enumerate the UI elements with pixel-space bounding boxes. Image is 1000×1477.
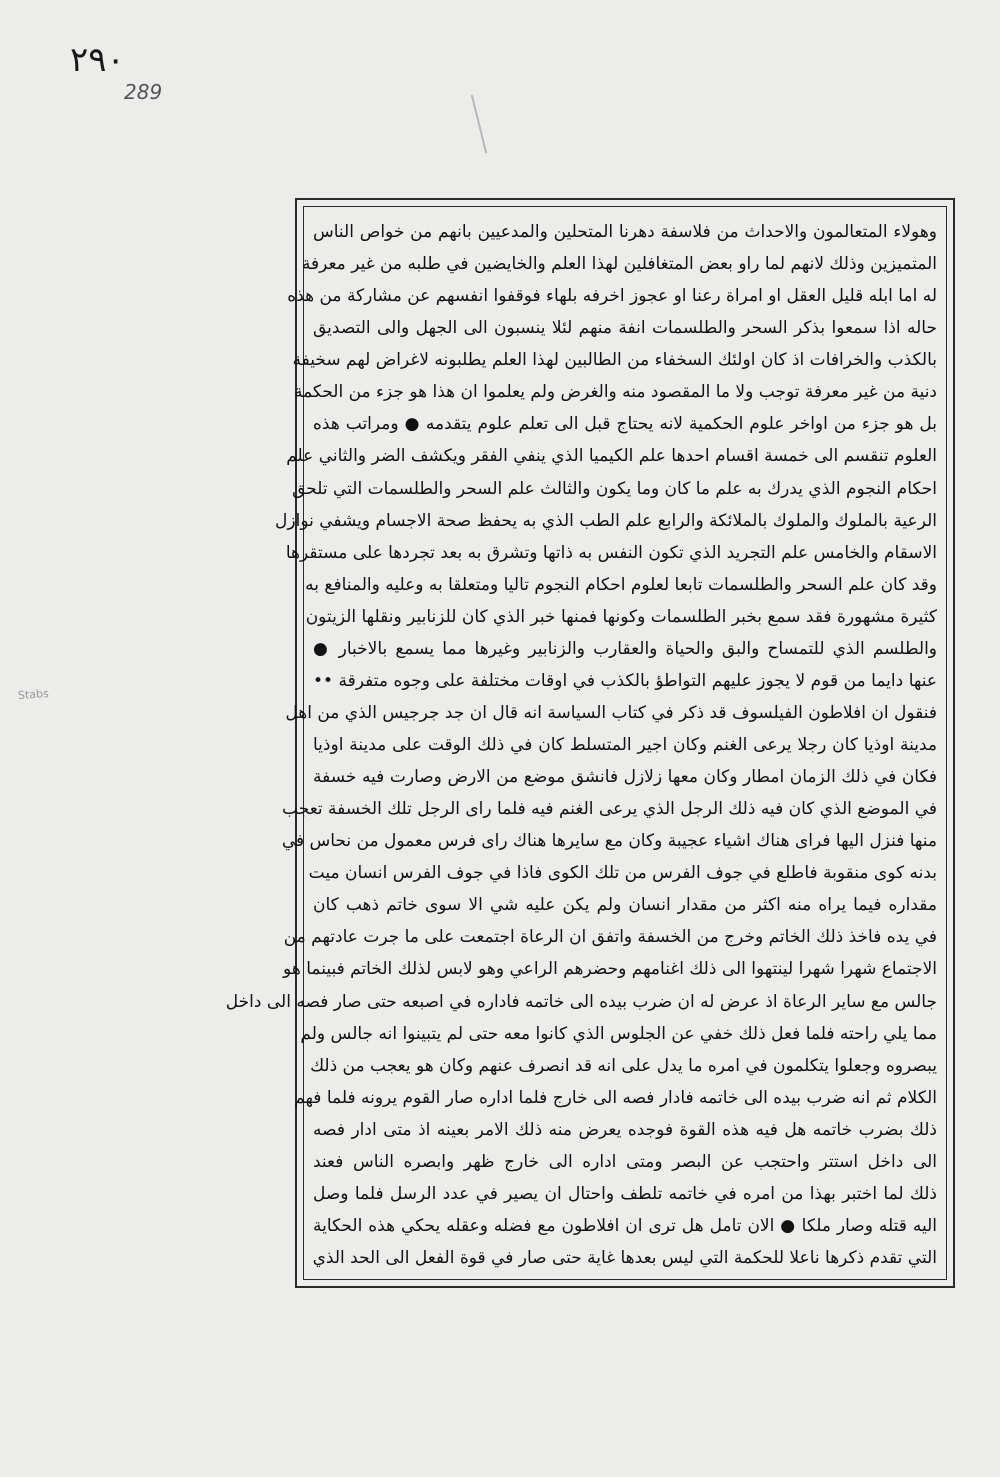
text-line: في الموضع الذي كان فيه ذلك الرجل الذي يرعى الغنم فيه فلما راى الرجل تلك الخسفة تعجب — [282, 799, 937, 820]
text-line: ذلك لما اختبر بهذا من امره في خاتمه تلطف واحتال ان يصير في عدد الرسل فلما وصل — [313, 1183, 937, 1204]
text-line: المتميزين وذلك لانهم لما راو بعض المتغافلين لهذا العلم والخايضين في طلبه من غير معرفة — [301, 254, 937, 275]
text-line: الرعية بالملوك والملوك بالملائكة والرابع علم الطب الذي به يحفظ صحة الاجسام ويشفي نوازل — [275, 510, 937, 531]
text-line: وهولاء المتعالمون والاحداث من فلاسفة دهرنا المتحلين والمدعيين بانهم من خواص الناس — [313, 222, 937, 242]
text-line: والطلسم الذي للتمساح والبق والحياة والعقارب والزنابير وغيرها مما يسمع بالاخبار ● — [313, 638, 937, 659]
pencil-mark — [471, 95, 487, 154]
text-line: مقداره فيما يراه منه اكثر من مقدار انسان ولم يكن عليه شي الا سوى خاتم ذهب كان — [313, 895, 937, 916]
text-line: فنقول ان افلاطون الفيلسوف قد ذكر في كتاب السياسة انه قال ان جد جرجيس الذي من اهل — [285, 702, 937, 723]
text-line: جالس مع ساير الرعاة اذ عرض له ان ضرب بيده الى خاتمه فاداره في اصبعه حتى صار فصه الى داخل — [225, 991, 937, 1012]
text-line: اليه قتله وصار ملكا ● الان تامل هل ترى ان افلاطون مع فضله وعقله يحكي هذه الحكاية — [313, 1215, 937, 1236]
pencil-page-number: 289 — [124, 80, 163, 104]
text-line: فكان في ذلك الزمان امطار وكان معها زلازل فانشق موضع من الارض وصارت فيه خسفة — [313, 767, 937, 788]
text-line: وقد كان علم السحر والطلسمات تابعا لعلوم احكام النجوم تاليا ومتعلقا به وعليه والمنافع به — [305, 574, 937, 595]
text-line: العلوم تنقسم الى خمسة اقسام احدها علم الكيميا الذي ينفي الفقر ويكشف الضر والثاني علم — [286, 446, 937, 467]
text-line: احكام النجوم الذي يدرك به علم ما كان وما يكون والثالث علم السحر والطلسمات التي تلحق — [292, 478, 937, 499]
text-line: الاسقام والخامس علم التجريد الذي تكون النفس به ذاتها وتشرق به بعد تجردها على مستقرها — [285, 542, 937, 563]
text-line: يبصروه وجعلوا يتكلمون في امره ما يدل على انه قد انصرف عنهم وكان هو يعجب من ذلك — [310, 1055, 937, 1076]
text-line: حاله اذا سمعوا بذكر السحر والطلسمات انفة منهم لئلا ينسبون الى الجهل والى التصديق — [313, 318, 937, 339]
text-line: بل هو جزء من اواخر علوم الحكمية لانه يحتاج قبل الى تعلم علوم يتقدمه ● ومراتب هذه — [313, 414, 937, 435]
text-line: دنية من غير معرفة توجب ولا ما المقصود منه والغرض ولم يعلموا ان هذا هو جزء من الحكمة — [293, 382, 937, 403]
text-line: في يده فاخذ ذلك الخاتم وخرج من الخسفة واتفق ان الرعاة اجتمعت على ما جرت عادتهم من — [283, 927, 937, 948]
text-line: الكلام ثم انه ضرب بيده الى خاتمه فادار فصه الى خارج فلما اداره صار القوم يرونه فلما فهم — [294, 1087, 937, 1108]
text-line: له اما ابله قليل العقل او امراة رعنا او عجوز اخرفه بلهاء فوقفوا انفسهم عن مشاركة من هذه — [287, 286, 937, 307]
text-line: كثيرة مشهورة فقد سمع بخبر الطلسمات وكونها فمنها خبر الذي كان للزنابير ونقلها الزيتون — [305, 606, 937, 627]
text-line: الاجتماع شهرا شهرا لينتهوا الى ذلك اغنامهم وحضرهم الراعي وهو لابس لذلك الخاتم فبينما هو — [283, 959, 937, 980]
text-line: عنها دايما من قوم لا يجوز عليهم التواطؤ بالكذب في اوقات مختلفة على وجوه متفرقة •• — [313, 670, 937, 691]
text-line: منها فنزل اليها فراى هناك اشياء عجيبة وكان مع سايرها هناك راى فرس معمول من نحاس في — [281, 831, 937, 852]
text-line: الى داخل استتر واحتجب عن البصر ومتى اداره الى خارج ظهر وابصره الناس فعند — [313, 1151, 937, 1172]
manuscript-text-block — [225, 212, 943, 1276]
text-line: ذلك بضرب خاتمه هل فيه هذه القوة فوجده يعرض منه ذلك الامر بعينه اذ متى ادار فصه — [313, 1119, 937, 1140]
folio-number: ٢٩٠ — [70, 40, 125, 80]
margin-note: Stabs — [17, 686, 50, 703]
text-line: مما يلي راحته فلما فعل ذلك خفي عن الجلوس الذي كانوا معه حتى لم يتبينوا انه جالس ولم — [300, 1023, 937, 1044]
text-line: مدينة اوذيا كان رجلا يرعى الغنم وكان اجير المتسلط كان في ذلك الوقت على مدينة اوذيا — [313, 735, 937, 755]
text-line: بدنه كوى منقوبة فاطلع في جوف الفرس من تلك الكوى فاذا في جوف الفرس انسان ميت — [308, 863, 937, 884]
text-line: التي تقدم ذكرها ناعلا للحكمة التي ليس بعدها غاية حتى صار في قوة الفعل الى الحد الذي — [312, 1248, 937, 1268]
text-line: بالكذب والخرافات اذ كان اولئك السخفاء من الطالبين لهذا العلم يطلبونه لاغراض لهم سخيفة — [292, 350, 937, 371]
